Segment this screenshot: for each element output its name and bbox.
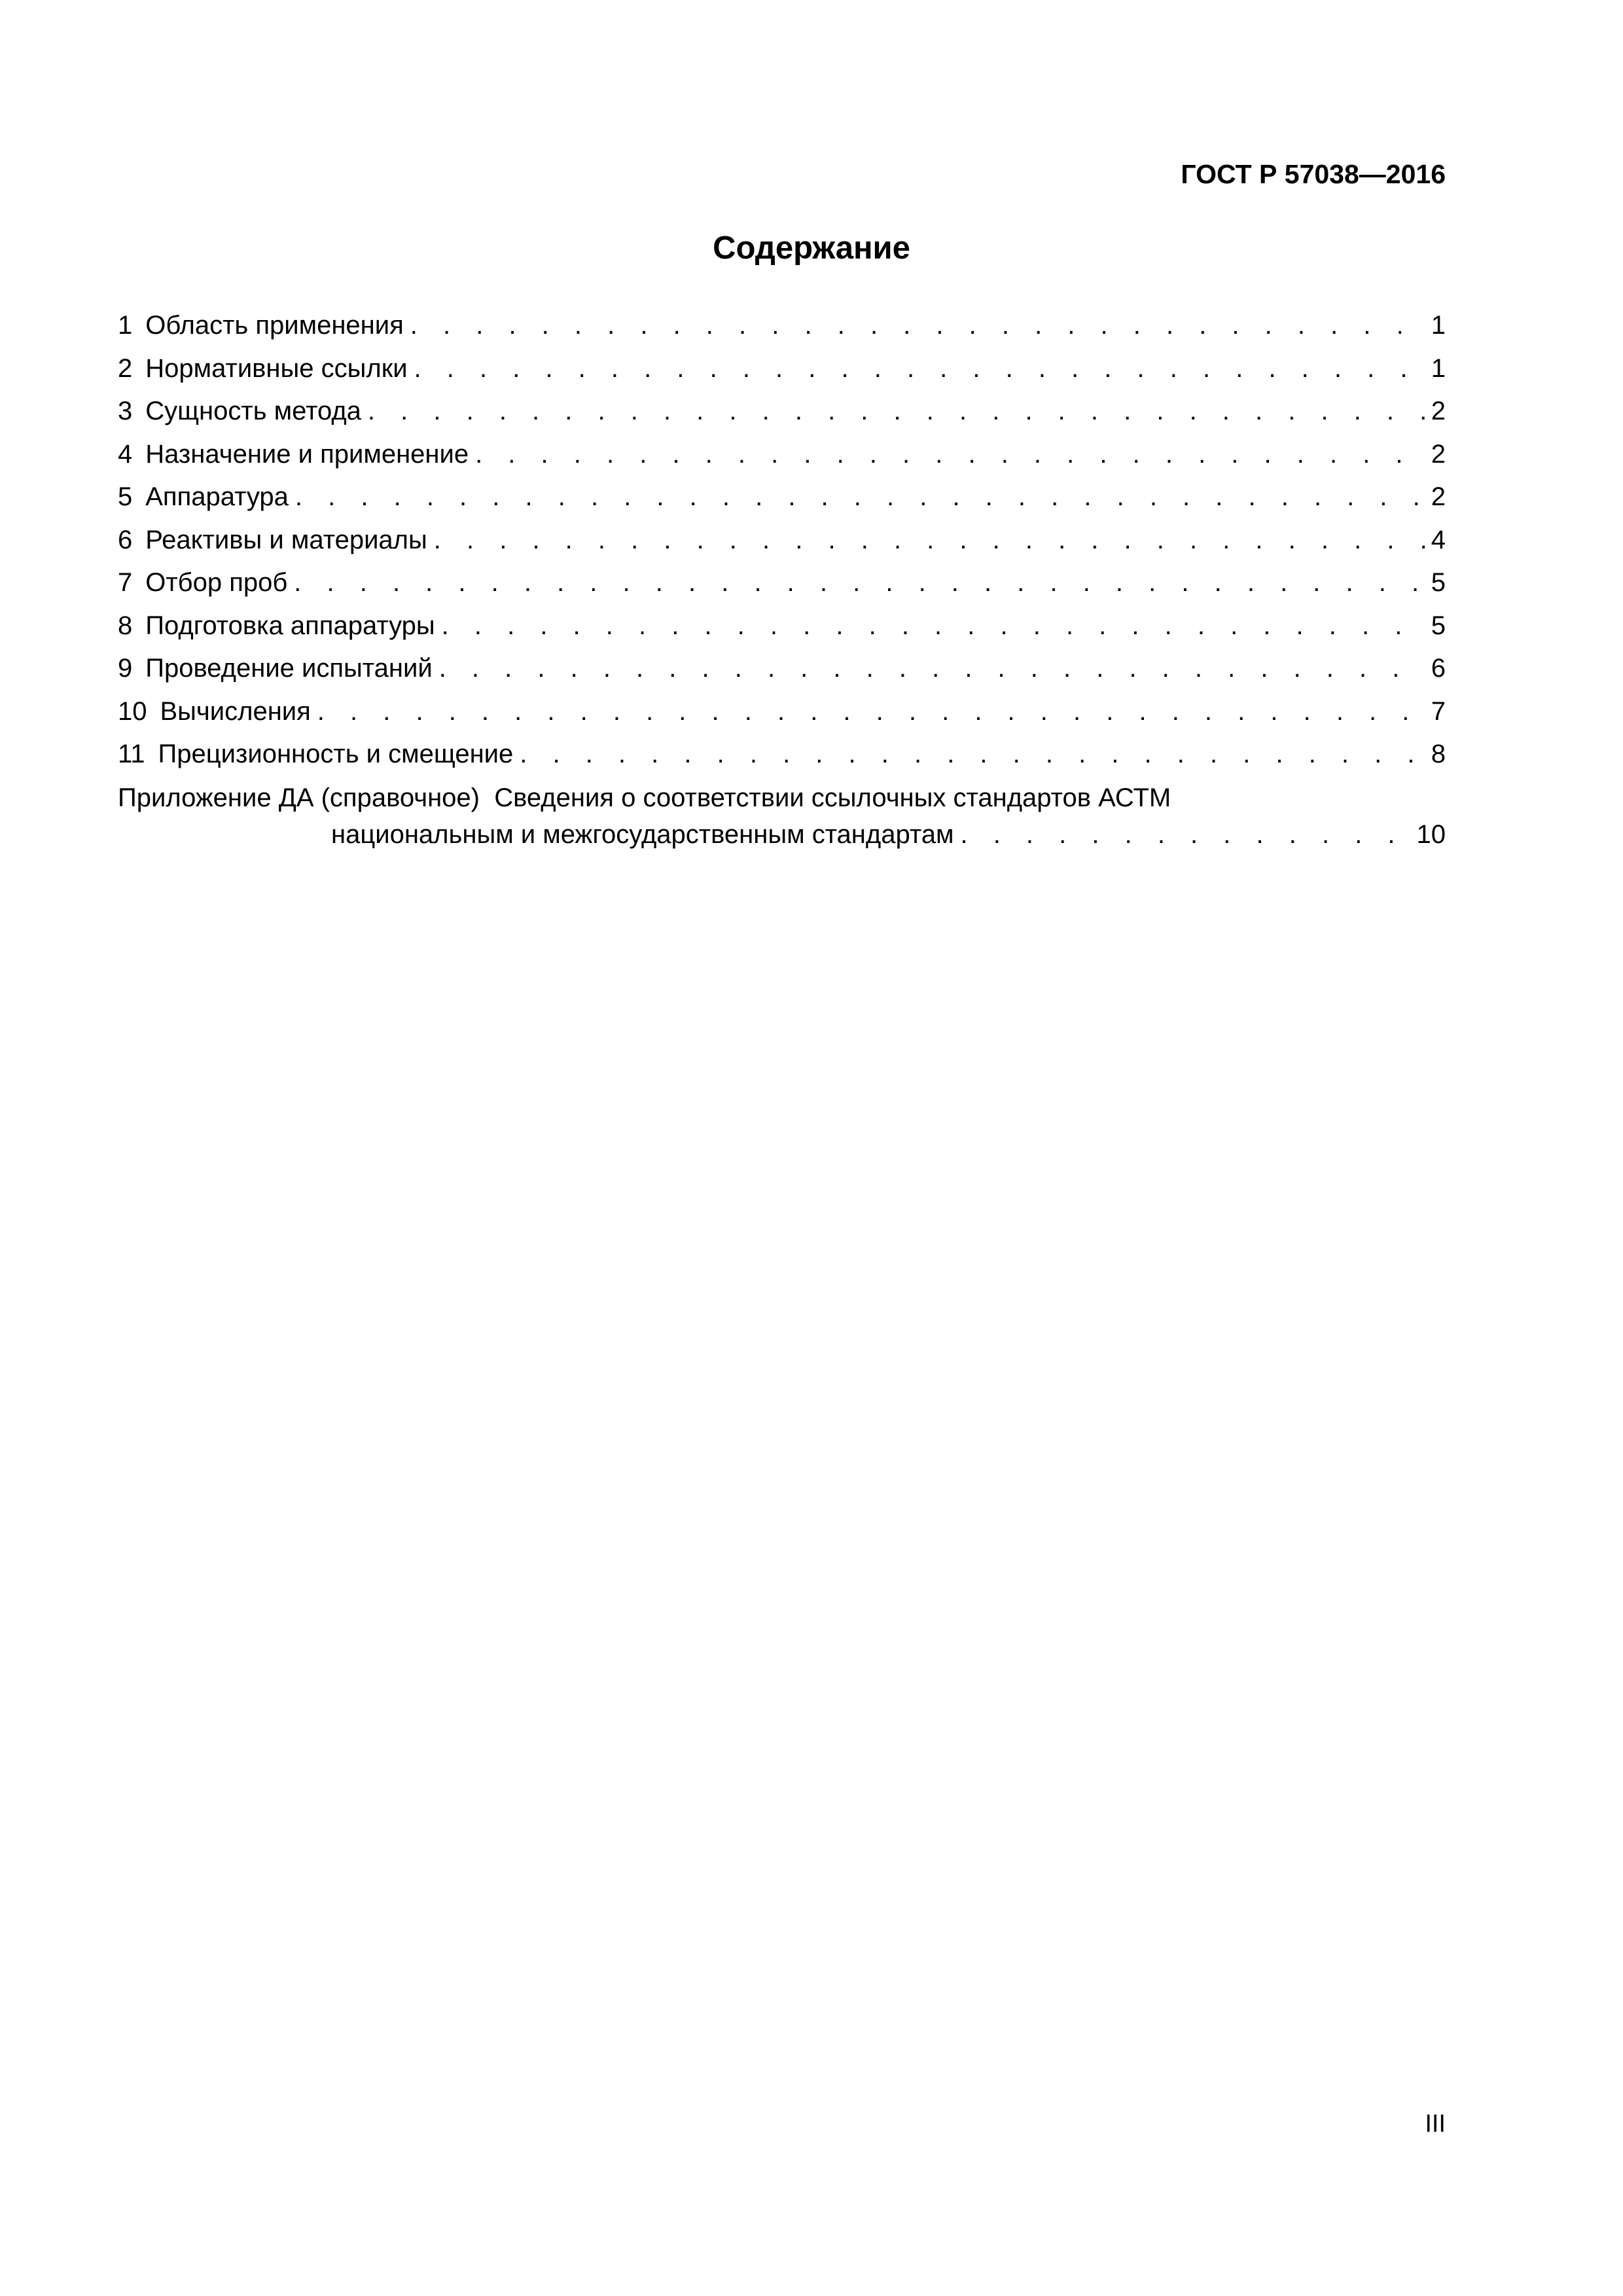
dot-leader: [408, 355, 1427, 382]
toc-entry-6[interactable]: [118, 527, 1446, 570]
toc-entry-number: 6: [118, 525, 133, 554]
dot-leader: [427, 527, 1427, 553]
toc-entry-page: 2: [1431, 439, 1446, 469]
toc-entry-9[interactable]: [118, 655, 1446, 698]
toc-entry-number: 11: [118, 740, 145, 768]
dot-leader: [469, 441, 1427, 467]
dot-leader: [361, 398, 1427, 424]
toc-entry-4[interactable]: [118, 441, 1446, 484]
dot-leader: [287, 569, 1427, 596]
toc-entry-page: 6: [1431, 654, 1446, 683]
toc-entry-number: 2: [118, 353, 133, 383]
toc-entry-number: 9: [118, 654, 133, 683]
toc-entry-page: 2: [1431, 397, 1446, 425]
toc-entry-number: 3: [118, 397, 133, 425]
dot-leader: [513, 741, 1427, 767]
toc-entry-number: 1: [118, 311, 133, 340]
page-number: III: [1425, 2110, 1446, 2138]
toc-entry-label: Прецизионность и смещение: [158, 740, 514, 768]
toc-entry-8[interactable]: [118, 613, 1446, 656]
dot-leader: [404, 312, 1427, 338]
dot-leader: [289, 484, 1427, 510]
toc-entry-label: Нормативные ссылки: [145, 353, 408, 383]
toc-entry-page: 5: [1431, 611, 1446, 640]
toc-entry-11[interactable]: [118, 741, 1446, 784]
table-of-contents: [118, 312, 1446, 784]
toc-entry-3[interactable]: [118, 398, 1446, 441]
toc-entry-label: Аппаратура: [145, 482, 289, 511]
toc-entry-page: 8: [1431, 740, 1446, 768]
toc-entry-2[interactable]: [118, 355, 1446, 399]
toc-entry-page: 5: [1431, 568, 1446, 597]
annex-first-line: [118, 785, 1446, 821]
toc-entry-number: 10: [118, 696, 147, 726]
toc-entry-10[interactable]: [118, 698, 1446, 742]
toc-entry-label: Область применения: [145, 311, 404, 340]
toc-entry-7[interactable]: [118, 569, 1446, 613]
toc-entry-label: Проведение испытаний: [145, 654, 433, 683]
toc-entry-number: 8: [118, 611, 133, 640]
annex-page: 10: [1416, 820, 1446, 849]
dot-leader: [435, 613, 1427, 639]
toc-entry-label: Назначение и применение: [145, 439, 469, 469]
toc-entry-page: 2: [1431, 482, 1446, 511]
annex-title-line1: Сведения о соответствии ссылочных стандартов АСТМ: [494, 783, 1171, 812]
toc-entry-label: Реактивы и материалы: [145, 525, 427, 554]
annex-prefix: Приложение ДА (справочное): [118, 783, 480, 812]
annex-title-line2: национальным и межгосударственным стандартам: [331, 820, 954, 849]
toc-entry-1[interactable]: [118, 312, 1446, 355]
toc-entry-page: 7: [1431, 696, 1446, 726]
toc-entry-label: Отбор проб: [145, 568, 288, 597]
toc-annex-entry[interactable]: [118, 785, 1446, 848]
toc-entry-label: Подготовка аппаратуры: [145, 611, 435, 640]
document-code: ГОСТ Р 57038—2016: [1181, 159, 1446, 189]
toc-entry-number: 4: [118, 439, 133, 469]
toc-entry-page: 4: [1431, 525, 1446, 554]
toc-title: Содержание: [713, 230, 910, 266]
toc-entry-number: 7: [118, 568, 133, 597]
toc-entry-5[interactable]: [118, 484, 1446, 527]
dot-leader: [954, 821, 1412, 848]
toc-entry-label: Сущность метода: [145, 397, 361, 425]
toc-entry-label: Вычисления: [160, 696, 311, 726]
toc-entry-page: 1: [1431, 353, 1446, 383]
dot-leader: [433, 655, 1427, 681]
annex-second-line: [118, 821, 1446, 848]
toc-entry-number: 5: [118, 482, 133, 511]
dot-leader: [311, 698, 1427, 725]
toc-entry-page: 1: [1431, 311, 1446, 340]
